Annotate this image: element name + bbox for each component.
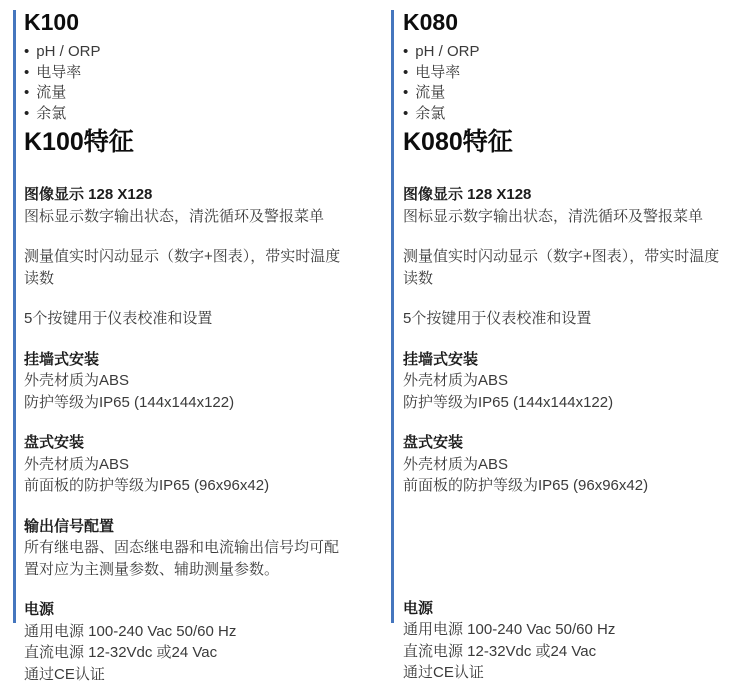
section-heading: 图像显示 128 X128 [24, 184, 348, 206]
section-output-config [24, 516, 348, 581]
section-line: 外壳材质为ABS [403, 370, 724, 392]
features-title-k080: K080特征 [403, 128, 724, 157]
section-line: 所有继电器、固态继电器和电流输出信号均可配置对应为主测量参数、辅助测量参数。 [24, 537, 348, 580]
section-heading: 盘式安装 [403, 432, 724, 454]
bullet-icon: • [24, 104, 29, 125]
bullet-icon: • [403, 42, 408, 63]
bullet-label: 余氯 [415, 104, 445, 125]
section-heading: 电源 [403, 598, 724, 620]
bullet-icon: • [24, 63, 29, 84]
section-line: 防护等级为IP65 (144x144x122) [403, 392, 724, 414]
product-title-k080: K080 [403, 9, 724, 35]
features-title-k100: K100特征 [24, 128, 348, 157]
section-heading: 盘式安装 [24, 432, 348, 454]
section-line: 测量值实时闪动显示（数字+图表），带实时温度读数 [403, 246, 724, 289]
bullet-label: 余氯 [36, 104, 66, 125]
section-power [24, 599, 348, 685]
section-wall-mount [24, 349, 348, 414]
section-line: 直流电源 12-32Vdc 或24 Vac [24, 642, 348, 664]
accent-bar-right [391, 10, 394, 623]
section-panel-mount [403, 432, 724, 497]
bullet-icon: • [403, 63, 408, 84]
section-line: 通过CE认证 [24, 664, 348, 685]
bullet-label: pH / ORP [415, 42, 479, 63]
section-line: 通用电源 100-240 Vac 50/60 Hz [24, 621, 348, 643]
section-measurement [24, 246, 348, 289]
list-item [24, 63, 348, 84]
section-heading: 挂墙式安装 [24, 349, 348, 371]
list-item [403, 63, 724, 84]
section-line: 前面板的防护等级为IP65 (96x96x42) [24, 475, 348, 497]
bullet-label: pH / ORP [36, 42, 100, 63]
bullet-label: 电导率 [36, 63, 81, 84]
section-panel-mount [24, 432, 348, 497]
bullet-label: 流量 [36, 83, 66, 104]
section-line: 防护等级为IP65 (144x144x122) [24, 392, 348, 414]
list-item [24, 83, 348, 104]
list-item [24, 42, 348, 63]
bullet-label: 流量 [415, 83, 445, 104]
section-line: 外壳材质为ABS [24, 370, 348, 392]
parameter-list-k080 [403, 42, 724, 124]
empty-spacer [403, 516, 724, 598]
bullet-icon: • [24, 83, 29, 104]
bullet-label: 电导率 [415, 63, 460, 84]
section-heading: 输出信号配置 [24, 516, 348, 538]
product-title-k100: K100 [24, 9, 348, 35]
section-heading: 图像显示 128 X128 [403, 184, 724, 206]
section-line: 5个按键用于仪表校准和设置 [24, 308, 348, 330]
section-line: 外壳材质为ABS [403, 454, 724, 476]
section-heading: 电源 [24, 599, 348, 621]
section-heading: 挂墙式安装 [403, 349, 724, 371]
bullet-icon: • [403, 83, 408, 104]
section-line: 通过CE认证 [403, 662, 724, 684]
list-item [403, 42, 724, 63]
section-line: 通用电源 100-240 Vac 50/60 Hz [403, 619, 724, 641]
list-item [403, 83, 724, 104]
column-k100 [0, 0, 376, 662]
section-line: 5个按键用于仪表校准和设置 [403, 308, 724, 330]
list-item [403, 104, 724, 125]
section-line: 图标显示数字输出状态，清洗循环及警报菜单 [403, 206, 724, 228]
section-display [403, 184, 724, 227]
parameter-list-k100 [24, 42, 348, 124]
column-k080 [376, 0, 752, 662]
section-keys [24, 308, 348, 330]
section-line: 外壳材质为ABS [24, 454, 348, 476]
section-line: 直流电源 12-32Vdc 或24 Vac [403, 641, 724, 663]
bullet-icon: • [24, 42, 29, 63]
section-line: 前面板的防护等级为IP65 (96x96x42) [403, 475, 724, 497]
section-line: 测量值实时闪动显示（数字+图表），带实时温度读数 [24, 246, 348, 289]
list-item [24, 104, 348, 125]
section-wall-mount [403, 349, 724, 414]
section-line: 图标显示数字输出状态，清洗循环及警报菜单 [24, 206, 348, 228]
bullet-icon: • [403, 104, 408, 125]
section-keys [403, 308, 724, 330]
section-power [403, 598, 724, 684]
accent-bar-left [13, 10, 16, 623]
section-display [24, 184, 348, 227]
section-measurement [403, 246, 724, 289]
